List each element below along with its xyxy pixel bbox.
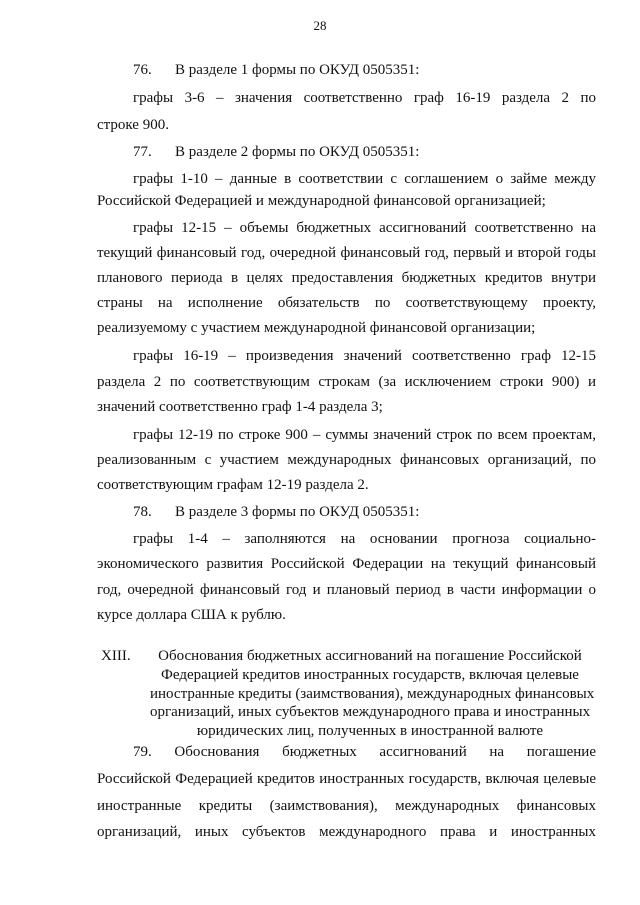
text-line: Российской Федерацией кредитов иностранных государств, включая целевые	[97, 771, 596, 787]
paragraph-77-lead: В разделе 2 формы по ОКУД 0505351:	[175, 144, 420, 160]
text-line: реализованным с участием международных финансовых организаций, по	[97, 452, 596, 468]
section-heading-line: юридических лиц, полученных в иностранной валюте	[196, 723, 544, 739]
text-line: текущий финансовый год, очередной финансовый год, первый и второй годы	[97, 245, 596, 261]
paragraph-number-76: 76.	[133, 62, 152, 78]
paragraph-76-lead: В разделе 1 формы по ОКУД 0505351:	[175, 62, 420, 78]
text-line: страны на исполнение обязательств по соответствующему проекту,	[97, 295, 596, 311]
page-number: 28	[313, 18, 327, 33]
section-heading-line: организаций, иных субъектов международного права и иностранных	[150, 704, 591, 720]
text-line: графы 3-6 – значения соответственно граф 16-19 раздела 2 по	[133, 90, 596, 106]
text-line: планового периода в целях предоставления бюджетных кредитов внутри	[97, 270, 596, 286]
paragraph-78-lead: В разделе 3 формы по ОКУД 0505351:	[175, 504, 420, 520]
text-line: соответствующим графам 12-19 раздела 2.	[97, 477, 369, 493]
text-line: строке 900.	[97, 117, 169, 133]
paragraph-number-77: 77.	[133, 144, 152, 160]
text-line: курсе доллара США к рублю.	[97, 607, 286, 623]
text-line: Российской Федерацией и международной финансовой организацией;	[97, 193, 546, 209]
section-heading-line: Федерацией кредитов иностранных государств, включая целевые	[161, 667, 579, 683]
text-line: год, очередной финансовый год и плановый период в части информации о	[97, 582, 596, 598]
text-line: графы 1-4 – заполняются на основании прогноза социально-	[133, 531, 596, 547]
text-line: экономического развития Российской Федерации на текущий финансовый	[97, 556, 596, 572]
text-line: реализуемому с участием международной финансовой организации;	[97, 320, 536, 336]
text-line: 79. Обоснования бюджетных ассигнований на погашение	[133, 744, 596, 760]
text-line: графы 16-19 – произведения значений соответственно граф 12-15	[133, 348, 596, 364]
text-line: графы 1-10 – данные в соответствии с соглашением о займе между	[133, 171, 596, 187]
section-number: XIII.	[101, 648, 131, 664]
text-line: организаций, иных субъектов международного права и иностранных	[97, 824, 596, 840]
text-line: графы 12-19 по строке 900 – суммы значений строк по всем проектам,	[133, 427, 596, 443]
text-line: раздела 2 по соответствующим строкам (за исключением строки 900) и	[97, 374, 596, 390]
section-heading-line: иностранные кредиты (заимствования), международных финансовых	[150, 686, 595, 702]
paragraph-number-78: 78.	[133, 504, 152, 520]
text-line: значений соответственно граф 1-4 раздела 3;	[97, 399, 383, 415]
text-line: графы 12-15 – объемы бюджетных ассигнований соответственно на	[133, 220, 596, 236]
section-heading-line: Обоснования бюджетных ассигнований на погашение Российской	[158, 648, 582, 664]
text-line: иностранные кредиты (заимствования), международных финансовых	[97, 798, 596, 814]
